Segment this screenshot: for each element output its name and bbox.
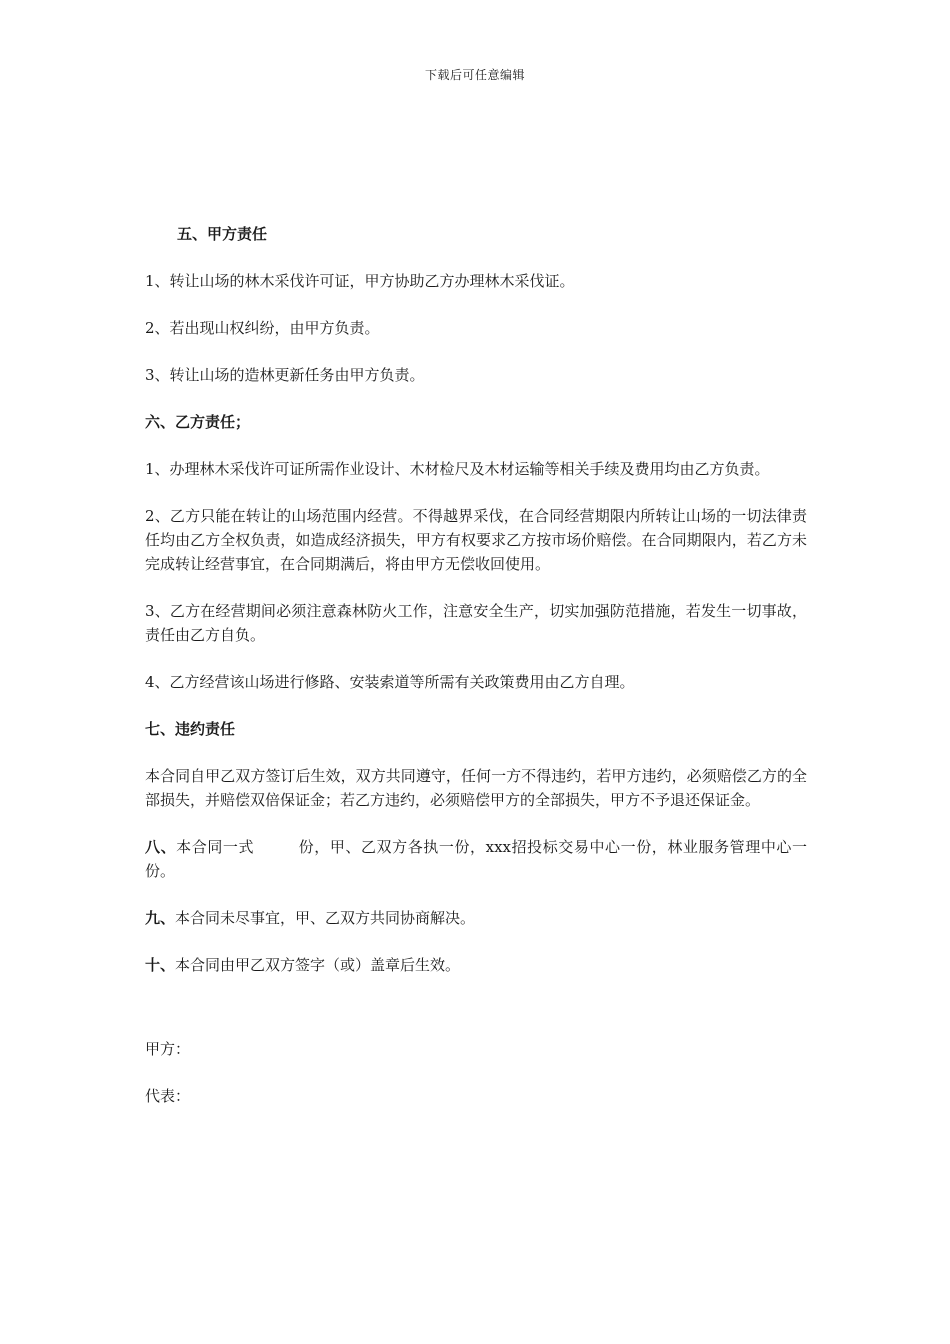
section-6-item-3: 3、乙方在经营期间必须注意森林防火工作，注意安全生产，切实加强防范措施，若发生一切事故，责任由乙方自负。 [145,602,807,644]
party-a-label: 甲方： [145,1040,191,1058]
section-5-item-1: 1、转让山场的林木采伐许可证，甲方协助乙方办理林木采伐证。 [145,272,575,290]
section-9-lead: 九、 [145,909,176,927]
section-10-lead: 十、 [145,956,176,974]
section-6-title: 六、乙方责任； [145,413,251,431]
section-6-item-1: 1、办理林木采伐许可证所需作业设计、木材检尺及木材运输等相关手续及费用均由乙方负责。 [145,460,770,478]
section-8 [145,835,807,883]
header-note: 下载后可任意编辑 [424,68,525,82]
section-5-item-2: 2、若出现山权纠纷，由甲方负责。 [145,319,380,337]
section-10 [145,953,807,977]
section-6-item-2: 2、乙方只能在转让的山场范围内经营。不得越界采伐，在合同经营期限内所转让山场的一切法律责任均由乙方全权负责，如造成经济损失，甲方有权要求乙方按市场价赔偿。在合同期限内，若乙方未完成转让经营事宜，在合同期满后，将由甲方无偿收回使用。 [145,507,807,573]
section-8-text-b: 份，甲、乙双方各执一份，xxx招投标交易中心一份，林业服务管理中心一份。 [145,838,807,880]
section-5-item-3: 3、转让山场的造林更新任务由甲方负责。 [145,366,425,384]
section-8-text-a: 本合同一式 [176,838,255,856]
contract-body [145,222,807,1131]
section-9-text: 本合同未尽事宜，甲、乙双方共同协商解决。 [175,909,476,927]
section-6-item-4: 4、乙方经营该山场进行修路、安装索道等所需有关政策费用由乙方自理。 [145,673,635,691]
section-7-title: 七、违约责任 [145,720,236,738]
representative-label: 代表： [145,1087,191,1105]
section-7-body: 本合同自甲乙双方签订后生效，双方共同遵守，任何一方不得违约，若甲方违约，必须赔偿乙方的全部损失，并赔偿双倍保证金；若乙方违约，必须赔偿甲方的全部损失，甲方不予退还保证金。 [145,767,807,809]
section-9 [145,906,807,930]
section-5-title: 五、甲方责任 [177,225,268,243]
section-10-text: 本合同由甲乙双方签字（或）盖章后生效。 [175,956,461,974]
section-8-lead: 八、 [145,838,177,856]
